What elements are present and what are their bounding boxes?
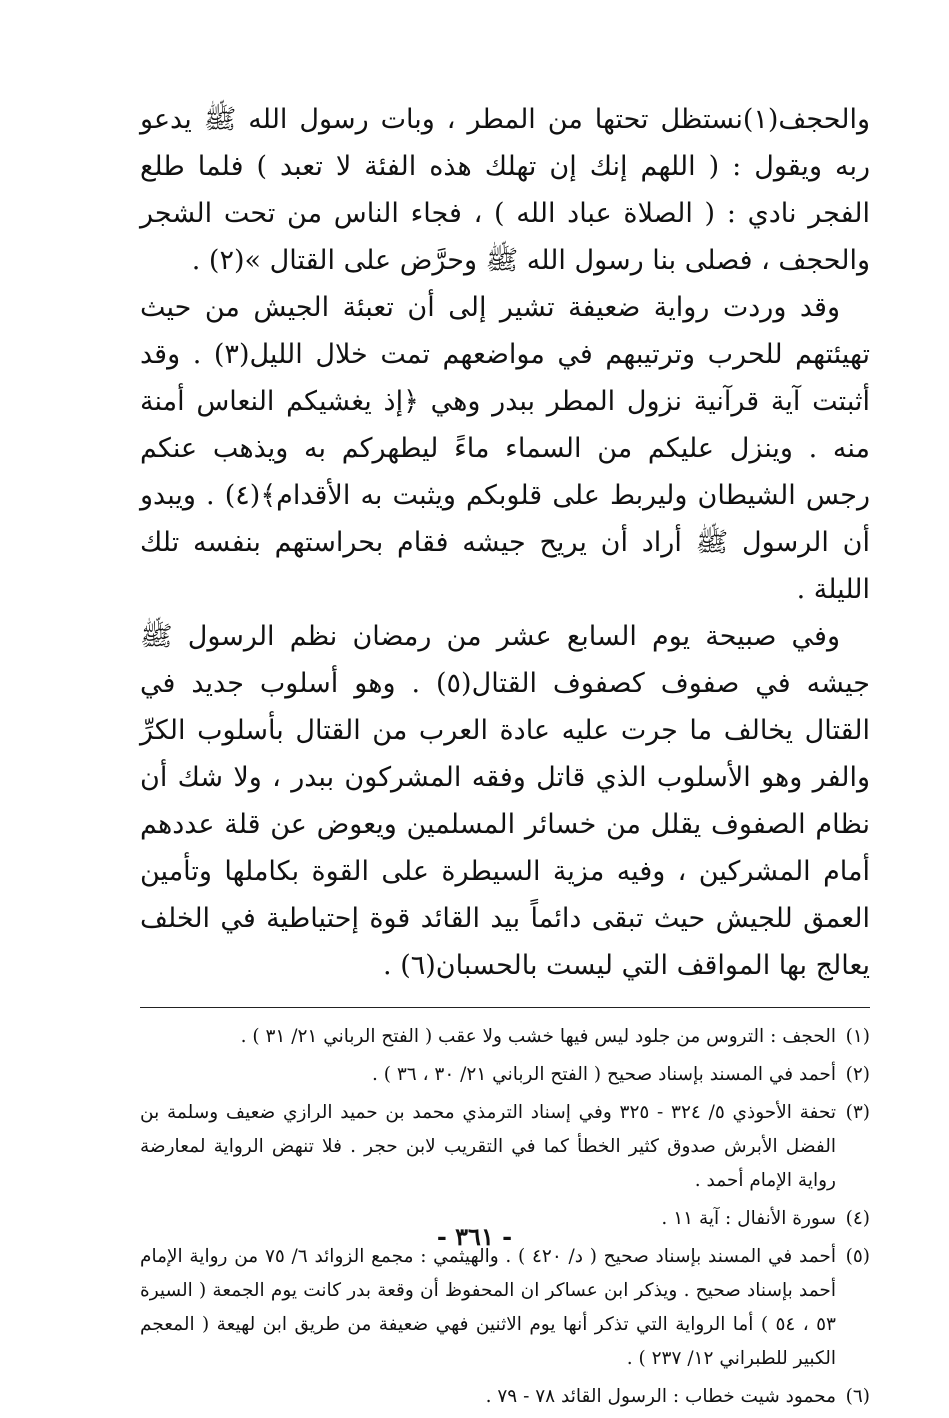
footnote-number: (٤) (845, 1208, 870, 1229)
footnote-divider (140, 1007, 870, 1008)
footnote-text: أحمد في المسند بإسناد صحيح ( الفتح الرباني ٢١/ ٣٠ ، ٣٦ ) . (371, 1064, 836, 1085)
footnote-text: أحمد في المسند بإسناد صحيح ( د/ ٤٢٠ ) . والهيثمي : مجمع الزوائد ٦/ ٧٥ من رواية الإمام أحمد بإسناد صحيح . ويذكر ابن عساكر ان المحفوظ أن وقعة بدر كانت يوم الجمعة ( السيرة ٥٣ ، ٥٤ ) أما الرواية التي تذكر أنها يوم الاثنين فهي ضعيفة من طريق ابن لهيعة ( المعجم الكبير للطبراني ١٢/ ٢٣٧ ) . (140, 1246, 836, 1369)
page-content (140, 96, 870, 1418)
body-text (140, 96, 870, 989)
footnote-text: محمود شيت خطاب : الرسول القائد ٧٨ - ٧٩ . (485, 1386, 836, 1407)
page-number: - ٣٦١ - (436, 1222, 513, 1251)
footnote-6 (140, 1380, 870, 1414)
footnote-text: تحفة الأحوذي ٥/ ٣٢٤ - ٣٢٥ وفي إسناد الترمذي محمد بن حميد الرازي ضعيف وسلمة بن الفضل الأبرش صدوق كثير الخطأ كما في التقريب لابن حجر . فلا تنهض الرواية لمعارضة رواية الإمام أحمد . (140, 1102, 836, 1191)
paragraph-3: وفي صبيحة يوم السابع عشر من رمضان نظم الرسول ﷺ جيشه في صفوف كصفوف القتال(٥) . وهو أسلوب جديد في القتال يخالف ما جرت عليه عادة العرب من القتال بأسلوب الكرِّ والفر وهو الأسلوب الذي قاتل وفقه المشركون ببدر ، ولا شك أن نظام الصفوف يقلل من خسائر المسلمين ويعوض عن قلة عددهم أمام المشركين ، وفيه مزية السيطرة على القوة بكاملها وتأمين العمق للجيش حيث تبقى دائماً بيد القائد قوة إحتياطية في الخلف يعالج بها المواقف التي ليست بالحسبان(٦) . (140, 621, 870, 981)
footnote-number: (٢) (845, 1064, 870, 1085)
footnote-1 (140, 1020, 870, 1054)
footnote-number: (١) (845, 1026, 870, 1047)
footnote-text: الحجف : التروس من جلود ليس فيها خشب ولا عقب ( الفتح الرباني ٢١/ ٣١ ) . (240, 1026, 836, 1047)
footnote-number: (٣) (845, 1102, 870, 1123)
paragraph-1: والحجف(١)نستظل تحتها من المطر ، وبات رسول الله ﷺ يدعو ربه ويقول : ( اللهم إنك إن تهلك هذه الفئة لا تعبد ) فلما طلع الفجر نادي : ( الصلاة عباد الله ) ، فجاء الناس من تحت الشجر والحجف ، فصلى بنا رسول الله ﷺ وحرَّض على القتال »(٢) . (140, 104, 870, 276)
footnotes (140, 1020, 870, 1414)
paragraph-2: وقد وردت رواية ضعيفة تشير إلى أن تعبئة الجيش من حيث تهيئتهم للحرب وترتيبهم في مواضعهم تمت خلال الليل(٣) . وقد أثبتت آية قرآنية نزول المطر ببدر وهي ﴿إذ يغشيكم النعاس أمنة منه . وينزل عليكم من السماء ماءً ليطهركم به ويذهب عنكم رجس الشيطان وليربط على قلوبكم ويثبت به الأقدام﴾(٤) . ويبدو أن الرسول ﷺ أراد أن يريح جيشه فقام بحراستهم بنفسه تلك الليلة . (140, 292, 870, 605)
footnote-number: (٦) (845, 1386, 870, 1407)
footnote-number: (٥) (845, 1246, 870, 1267)
footnote-2 (140, 1058, 870, 1092)
footnote-3 (140, 1096, 870, 1198)
footnote-text: سورة الأنفال : آية ١١ . (661, 1208, 836, 1229)
footnote-5 (140, 1240, 870, 1376)
